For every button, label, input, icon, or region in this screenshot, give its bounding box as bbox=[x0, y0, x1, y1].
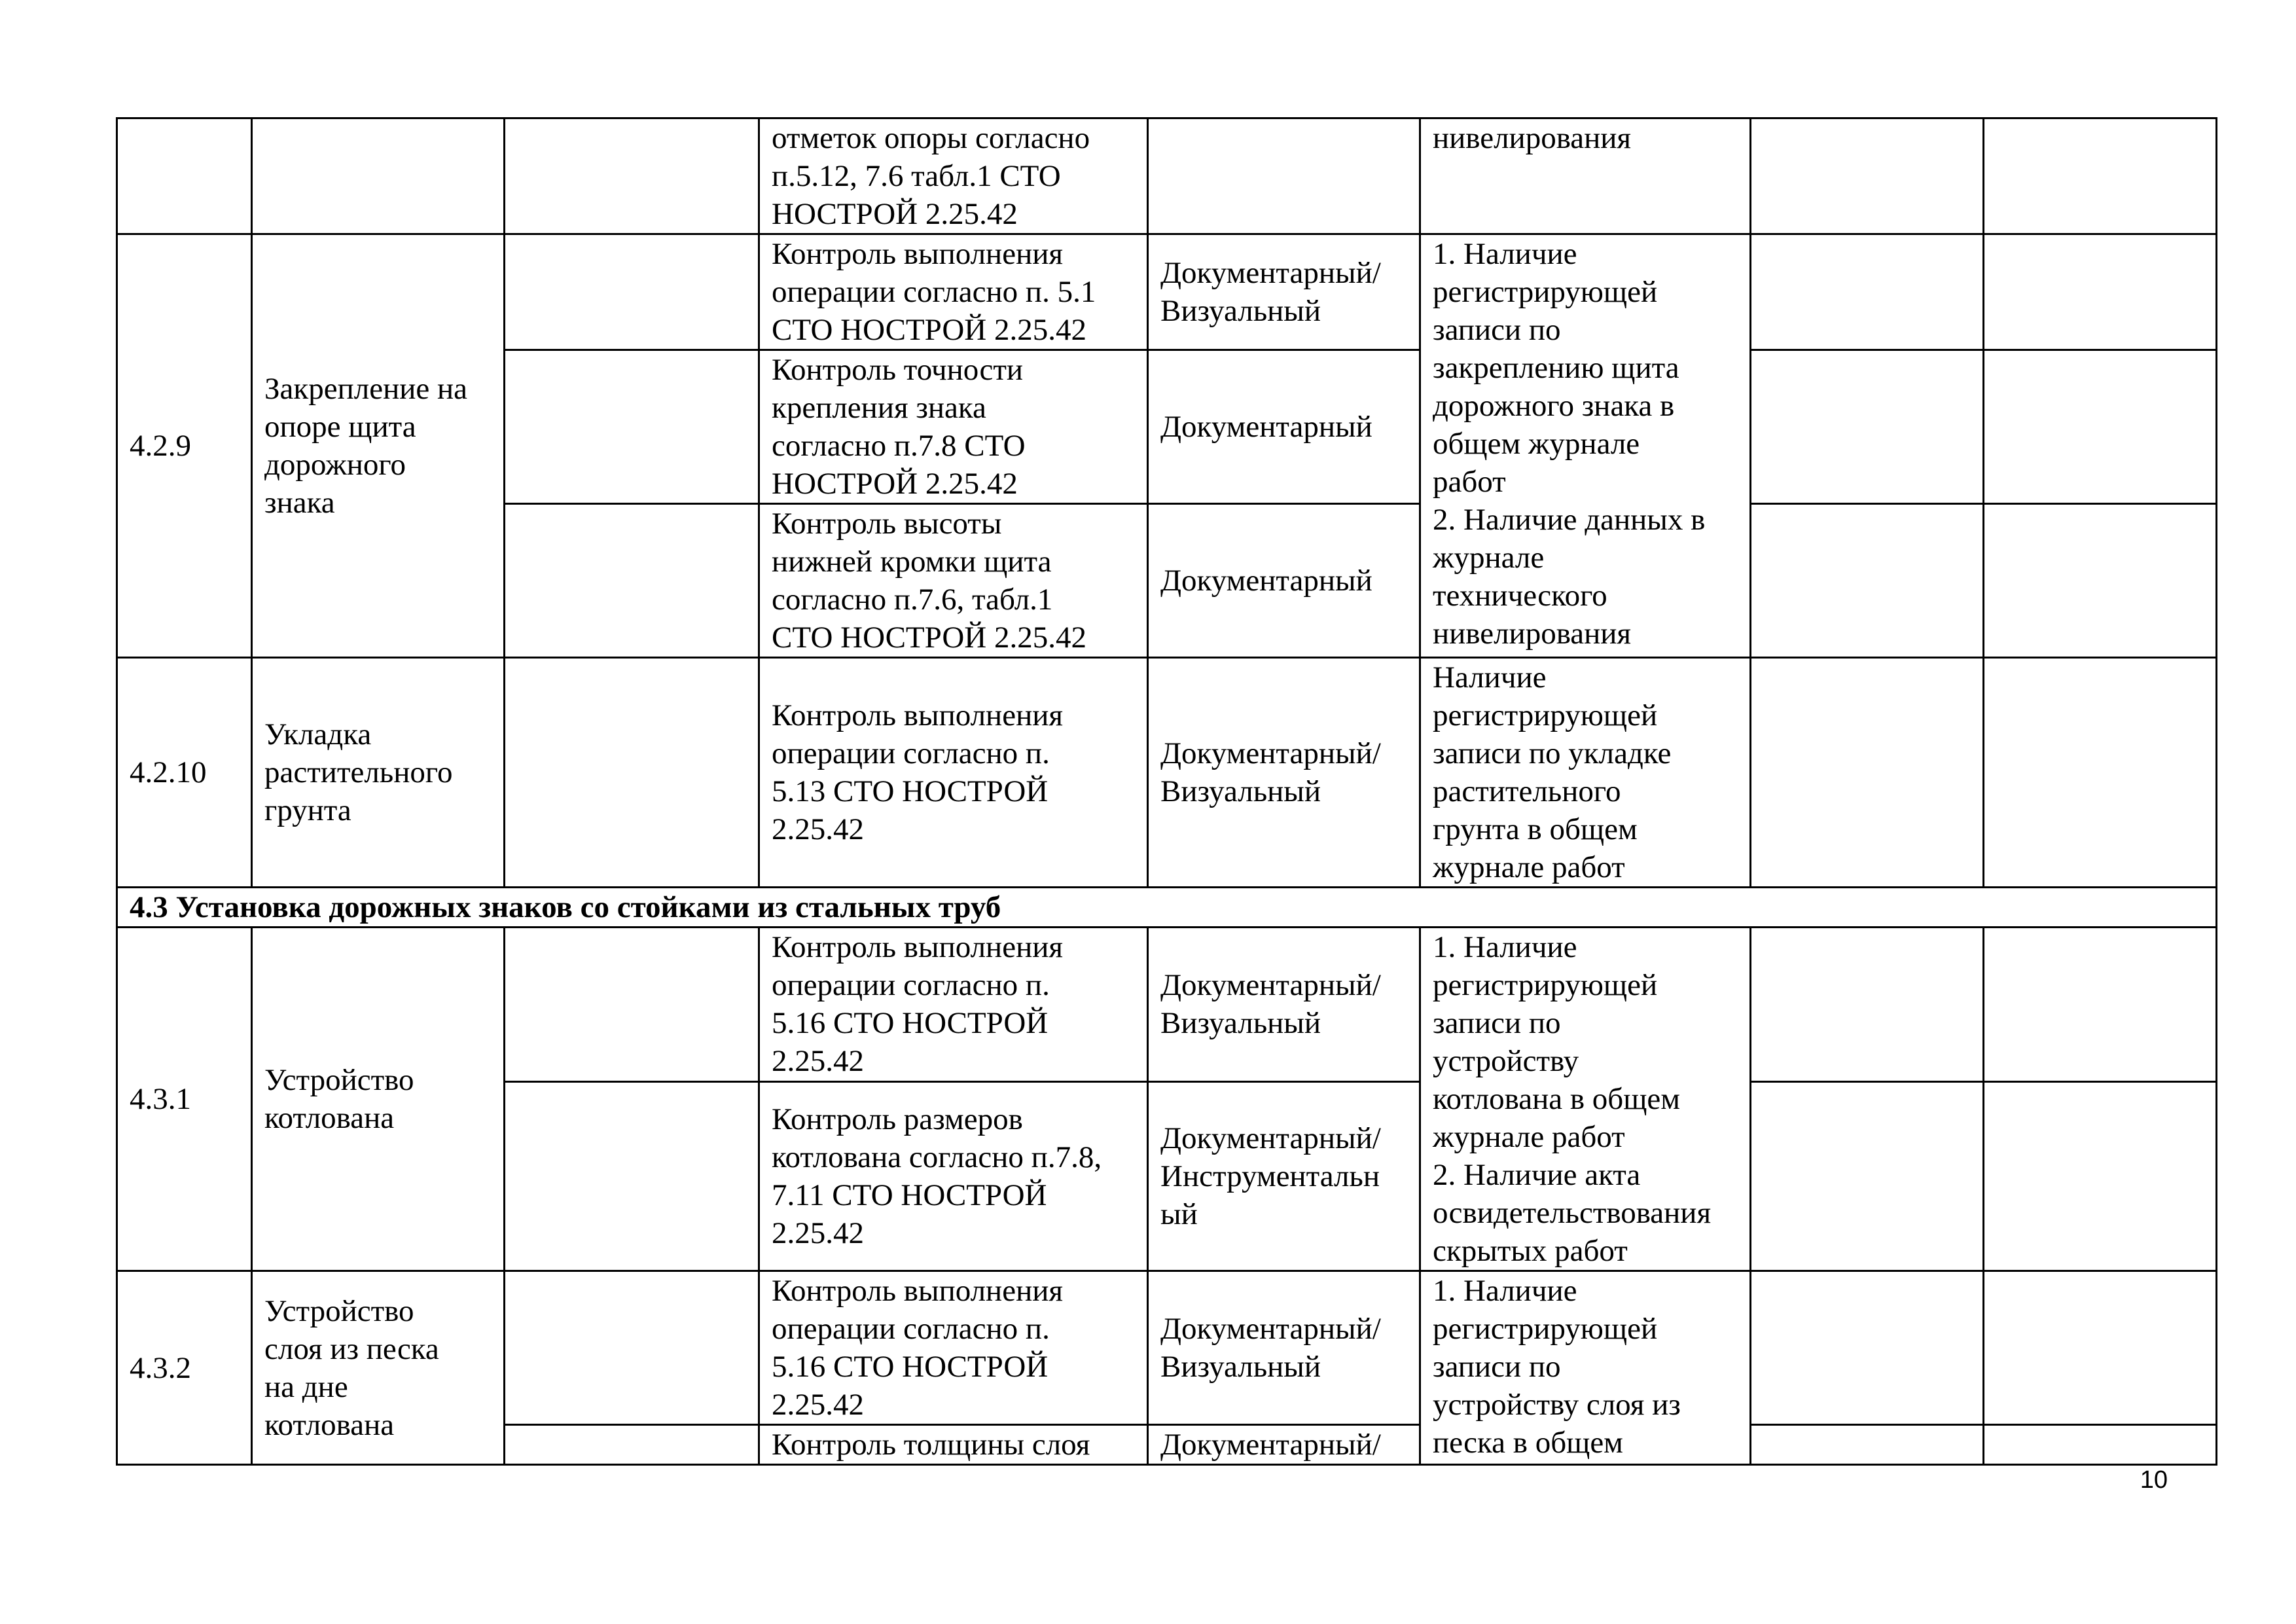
cell-number: 4.2.9 bbox=[117, 234, 252, 658]
cell-empty bbox=[1984, 1425, 2217, 1465]
cell-number: 4.3.2 bbox=[117, 1271, 252, 1465]
cell-method: Документарный/ Визуальный bbox=[1148, 234, 1420, 350]
cell-empty bbox=[505, 234, 759, 350]
cell-empty bbox=[1751, 118, 1984, 234]
cell-evidence: 1. Наличие регистрирующей записи по закреплению щита дорожного знака в общем журнале работ 2. Наличие данных в журнале технического нивелирования bbox=[1420, 234, 1751, 658]
cell-method: Документарный/ Визуальный bbox=[1148, 1271, 1420, 1425]
cell-operation bbox=[252, 118, 505, 234]
cell-empty bbox=[1751, 1081, 1984, 1271]
cell-control-description: Контроль толщины слоя bbox=[759, 1425, 1148, 1465]
cell-control-description: Контроль выполнения операции согласно п. 5.13 СТО НОСТРОЙ 2.25.42 bbox=[759, 658, 1148, 888]
cell-empty bbox=[1751, 658, 1984, 888]
table-row bbox=[117, 118, 2217, 234]
cell-evidence: нивелирования bbox=[1420, 118, 1751, 234]
control-table bbox=[116, 117, 2217, 1466]
cell-empty bbox=[1751, 350, 1984, 504]
cell-control-description: отметок опоры согласно п.5.12, 7.6 табл.1 СТО НОСТРОЙ 2.25.42 bbox=[759, 118, 1148, 234]
cell-method: Документарный/ Визуальный bbox=[1148, 928, 1420, 1082]
table-row bbox=[117, 234, 2217, 350]
cell-method: Документарный/ Инструментальн ый bbox=[1148, 1081, 1420, 1271]
cell-empty bbox=[505, 1425, 759, 1465]
cell-empty bbox=[1751, 1425, 1984, 1465]
cell-operation: Закрепление на опоре щита дорожного знака bbox=[252, 234, 505, 658]
cell-number: 4.2.10 bbox=[117, 658, 252, 888]
cell-empty bbox=[505, 928, 759, 1082]
cell-method: Документарный bbox=[1148, 350, 1420, 504]
cell-control-description: Контроль точности крепления знака согласно п.7.8 СТО НОСТРОЙ 2.25.42 bbox=[759, 350, 1148, 504]
table-row bbox=[117, 928, 2217, 1082]
cell-evidence: Наличие регистрирующей записи по укладке растительного грунта в общем журнале работ bbox=[1420, 658, 1751, 888]
cell-number bbox=[117, 118, 252, 234]
cell-evidence: 1. Наличие регистрирующей записи по устройству слоя из песка в общем bbox=[1420, 1271, 1751, 1465]
cell-method bbox=[1148, 118, 1420, 234]
cell-empty bbox=[505, 118, 759, 234]
section-heading: 4.3 Установка дорожных знаков со стойками из стальных труб bbox=[117, 888, 2217, 928]
cell-empty bbox=[1984, 118, 2217, 234]
cell-empty bbox=[1984, 928, 2217, 1082]
cell-evidence: 1. Наличие регистрирующей записи по устройству котлована в общем журнале работ 2. Наличие акта освидетельствования скрытых работ bbox=[1420, 928, 1751, 1271]
cell-empty bbox=[1751, 234, 1984, 350]
cell-empty bbox=[1984, 234, 2217, 350]
cell-operation: Укладка растительного грунта bbox=[252, 658, 505, 888]
cell-control-description: Контроль выполнения операции согласно п. 5.16 СТО НОСТРОЙ 2.25.42 bbox=[759, 1271, 1148, 1425]
cell-empty bbox=[1984, 1081, 2217, 1271]
cell-control-description: Контроль выполнения операции согласно п. 5.1 СТО НОСТРОЙ 2.25.42 bbox=[759, 234, 1148, 350]
cell-control-description: Контроль размеров котлована согласно п.7.8, 7.11 СТО НОСТРОЙ 2.25.42 bbox=[759, 1081, 1148, 1271]
page-number: 10 bbox=[2140, 1466, 2168, 1494]
cell-number: 4.3.1 bbox=[117, 928, 252, 1271]
cell-method: Документарный/ Визуальный bbox=[1148, 658, 1420, 888]
cell-operation: Устройство слоя из песка на дне котлована bbox=[252, 1271, 505, 1465]
cell-empty bbox=[505, 1081, 759, 1271]
cell-empty bbox=[1984, 1271, 2217, 1425]
cell-method: Документарный/ bbox=[1148, 1425, 1420, 1465]
cell-method: Документарный bbox=[1148, 504, 1420, 658]
cell-empty bbox=[505, 350, 759, 504]
cell-empty bbox=[1751, 1271, 1984, 1425]
cell-empty bbox=[1984, 350, 2217, 504]
table-row bbox=[117, 1271, 2217, 1425]
cell-control-description: Контроль высоты нижней кромки щита согласно п.7.6, табл.1 СТО НОСТРОЙ 2.25.42 bbox=[759, 504, 1148, 658]
cell-control-description: Контроль выполнения операции согласно п. 5.16 СТО НОСТРОЙ 2.25.42 bbox=[759, 928, 1148, 1082]
table-row bbox=[117, 658, 2217, 888]
cell-empty bbox=[1751, 504, 1984, 658]
cell-empty bbox=[1984, 504, 2217, 658]
table-row bbox=[117, 888, 2217, 928]
cell-operation: Устройство котлована bbox=[252, 928, 505, 1271]
cell-empty bbox=[1751, 928, 1984, 1082]
cell-empty bbox=[1984, 658, 2217, 888]
cell-empty bbox=[505, 1271, 759, 1425]
cell-empty bbox=[505, 658, 759, 888]
cell-empty bbox=[505, 504, 759, 658]
